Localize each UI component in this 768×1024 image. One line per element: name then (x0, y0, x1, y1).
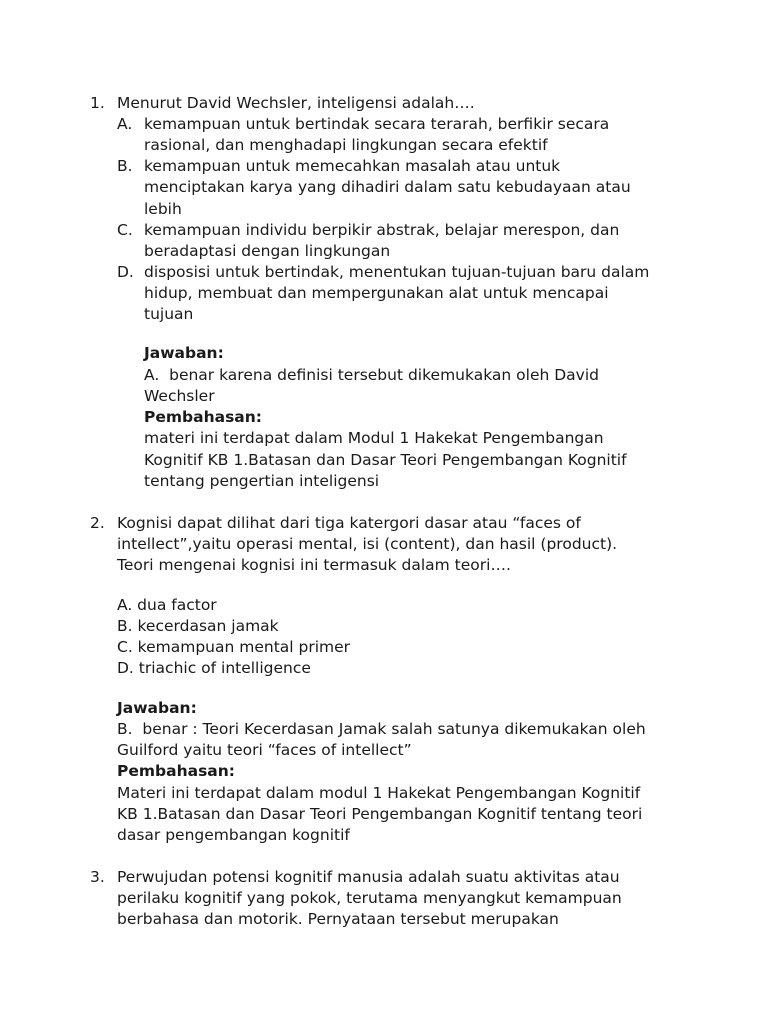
option-text: menciptakan karya yang dihadiri dalam satu kebudayaan atau (144, 178, 631, 196)
jawaban-text: Guilford yaitu teori “faces of intellect” (117, 741, 412, 759)
option-letter: A. (117, 115, 133, 133)
jawaban-label: Jawaban: (144, 344, 224, 362)
option-letter: B. (117, 157, 133, 175)
question-stem: Menurut David Wechsler, inteligensi adalah…. (117, 94, 475, 112)
option-text: A. dua factor (117, 596, 217, 614)
question-stem: berbahasa dan motorik. Pernyataan tersebut merupakan (117, 910, 559, 928)
option-text: kemampuan untuk memecahkan masalah atau untuk (144, 157, 561, 175)
jawaban-text: B. benar : Teori Kecerdasan Jamak salah satunya dikemukakan oleh (117, 720, 646, 738)
question-stem: Perwujudan potensi kognitif manusia adalah suatu aktivitas atau (117, 868, 620, 886)
jawaban-label: Jawaban: (117, 699, 197, 717)
jawaban-text: A. benar karena definisi tersebut dikemukakan oleh David (144, 366, 599, 384)
pembahasan-label: Pembahasan: (144, 408, 262, 426)
option-text: kemampuan untuk bertindak secara terarah, berfikir secara (144, 115, 610, 133)
question-number: 1. (90, 94, 105, 112)
option-text: beradaptasi dengan lingkungan (144, 242, 391, 260)
option-text: B. kecerdasan jamak (117, 617, 279, 635)
pembahasan-text: dasar pengembangan kognitif (117, 826, 350, 844)
question-number: 3. (90, 868, 105, 886)
jawaban-text: Wechsler (144, 387, 215, 405)
option-text: lebih (144, 200, 182, 218)
option-text: kemampuan individu berpikir abstrak, belajar merespon, dan (144, 221, 620, 239)
pembahasan-text: KB 1.Batasan dan Dasar Teori Pengembangan Kognitif tentang teori (117, 805, 643, 823)
option-text: C. kemampuan mental primer (117, 638, 351, 656)
pembahasan-text: tentang pengertian inteligensi (144, 472, 380, 490)
option-text: rasional, dan menghadapi lingkungan secara efektif (144, 136, 548, 154)
question-number: 2. (90, 514, 105, 532)
pembahasan-text: Kognitif KB 1.Batasan dan Dasar Teori Pengembangan Kognitif (144, 451, 627, 469)
option-letter: C. (117, 221, 133, 239)
pembahasan-text: Materi ini terdapat dalam modul 1 Hakekat Pengembangan Kognitif (117, 784, 641, 802)
option-text: D. triachic of intelligence (117, 659, 311, 677)
option-text: hidup, membuat dan mempergunakan alat untuk mencapai (144, 284, 609, 302)
question-stem: perilaku kognitif yang pokok, terutama menyangkut kemampuan (117, 889, 622, 907)
option-text: disposisi untuk bertindak, menentukan tujuan-tujuan baru dalam (144, 263, 650, 281)
pembahasan-label: Pembahasan: (117, 762, 235, 780)
option-text: tujuan (144, 305, 194, 323)
question-stem: Teori mengenai kognisi ini termasuk dalam teori…. (117, 556, 511, 574)
question-stem: intellect”,yaitu operasi mental, isi (content), dan hasil (product). (117, 535, 618, 553)
pembahasan-text: materi ini terdapat dalam Modul 1 Hakekat Pengembangan (144, 429, 604, 447)
question-stem: Kognisi dapat dilihat dari tiga katergori dasar atau “faces of (117, 514, 581, 532)
option-letter: D. (117, 263, 134, 281)
